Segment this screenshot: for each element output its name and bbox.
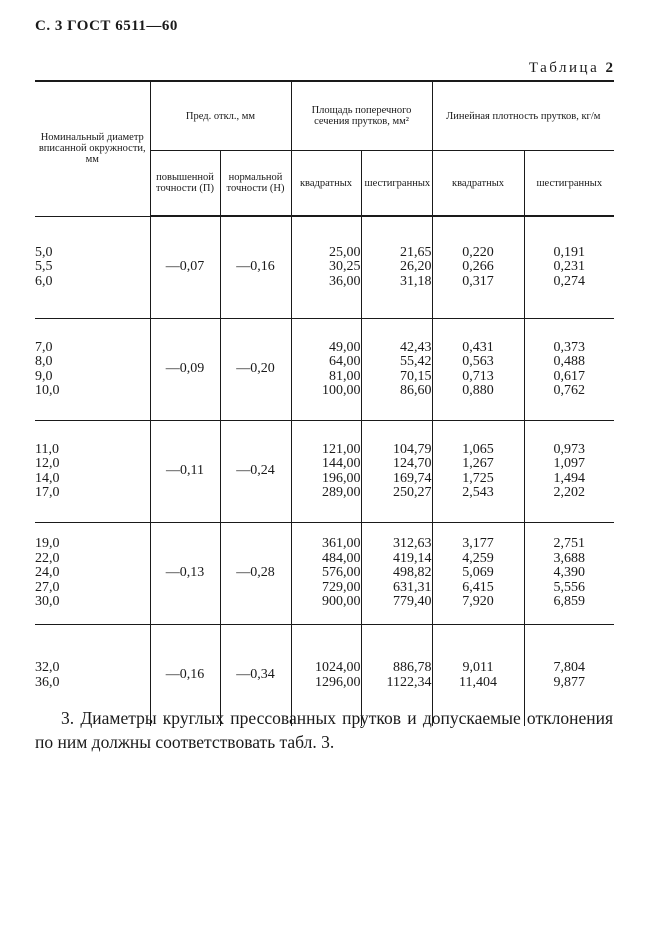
diameter-value: 11,0	[35, 441, 59, 457]
area-hex-value: 55,42	[400, 354, 432, 369]
density-square-value: 11,404	[459, 674, 497, 690]
header-area-square: квадратных	[291, 151, 361, 217]
cell-density-square	[432, 523, 524, 625]
area-square-value: 196,00	[322, 470, 361, 486]
header-dev-high: повышенной точности (П)	[150, 151, 220, 217]
density-square-value: 0,713	[462, 368, 494, 384]
area-hex-value: 86,60	[400, 383, 432, 398]
cell-density-hex	[524, 523, 614, 625]
area-square-value: 900,00	[322, 594, 361, 610]
density-square-value: 0,220	[462, 244, 494, 260]
table-row-group-2	[35, 319, 614, 421]
density-square-value: 1,267	[462, 456, 494, 471]
cell-area-square	[291, 216, 361, 319]
cell-diameters	[35, 421, 150, 523]
cell-area-hex	[361, 523, 432, 625]
table-caption	[529, 60, 613, 77]
area-hex-value: 312,63	[393, 536, 432, 552]
page-header: С. 3 ГОСТ 6511—60	[35, 18, 178, 34]
cell-area-hex	[361, 319, 432, 421]
cell-diameters	[35, 319, 150, 421]
density-hex-value: 4,390	[553, 565, 586, 581]
cell-area-hex	[361, 216, 432, 319]
density-square-value: 2,543	[462, 485, 494, 500]
cell-dev-normal: —0,20	[220, 319, 291, 421]
table-caption-number: 2	[605, 60, 613, 76]
density-hex-value: 0,762	[553, 383, 586, 398]
cell-dev-high: —0,13	[150, 523, 220, 625]
cell-area-square	[291, 421, 361, 523]
area-hex-value: 124,70	[393, 456, 432, 471]
paragraph-3	[35, 706, 613, 754]
cell-area-square	[291, 523, 361, 625]
area-hex-value: 631,31	[393, 579, 432, 595]
diameter-value: 5,5	[35, 259, 53, 274]
density-square-value: 0,266	[462, 259, 494, 275]
density-square-value: 0,431	[462, 339, 494, 355]
area-hex-value: 21,65	[400, 244, 432, 260]
area-square-value: 100,00	[322, 383, 361, 398]
diameter-value: 30,0	[35, 594, 60, 610]
cell-dev-high: —0,07	[150, 216, 220, 319]
diameter-value: 24,0	[35, 565, 60, 581]
diameter-value: 19,0	[35, 536, 60, 552]
diameter-value: 9,0	[35, 368, 53, 384]
diameter-value: 6,0	[35, 273, 53, 289]
cell-dev-normal: —0,28	[220, 523, 291, 625]
diameter-value: 32,0	[35, 660, 60, 675]
density-hex-value: 0,488	[553, 354, 586, 369]
table-body	[35, 216, 614, 726]
cell-density-square	[432, 421, 524, 523]
area-square-value: 729,00	[322, 579, 361, 595]
density-hex-value: 0,617	[553, 368, 586, 384]
table-caption-word: Таблица	[528, 60, 600, 76]
density-hex-value: 3,688	[553, 550, 586, 566]
cell-dev-normal: —0,24	[220, 421, 291, 523]
header-area-hex: шестигранных	[361, 151, 432, 217]
cell-density-square	[432, 319, 524, 421]
density-square-value: 9,011	[462, 660, 494, 675]
density-hex-value: 5,556	[553, 579, 586, 595]
paragraph-text: 3. Диаметры круглых прессованных прутков и допускаемые отклонения по ним должны соответствовать табл. 3.	[35, 708, 613, 752]
cell-dev-high: —0,09	[150, 319, 220, 421]
density-square-value: 0,880	[462, 383, 494, 398]
area-hex-value: 886,78	[393, 660, 432, 675]
density-square-value: 5,069	[462, 565, 494, 581]
area-square-value: 30,25	[329, 259, 361, 275]
header-deviation: Пред. откл., мм	[150, 81, 291, 151]
area-hex-value: 779,40	[393, 594, 432, 610]
diameter-value: 14,0	[35, 470, 60, 486]
diameter-value: 27,0	[35, 579, 60, 595]
diameter-value: 8,0	[35, 354, 53, 369]
area-hex-value: 104,79	[393, 441, 432, 457]
area-square-value: 289,00	[322, 485, 361, 500]
table-row-group-3	[35, 421, 614, 523]
density-square-value: 4,259	[462, 550, 494, 566]
cell-density-square	[432, 216, 524, 319]
density-hex-value: 0,373	[553, 339, 586, 355]
header-nominal-diameter: Номинальный диаметр вписанной окружности, мм	[35, 81, 150, 216]
cell-dev-normal: —0,16	[220, 216, 291, 319]
cell-density-hex	[524, 216, 614, 319]
diameter-value: 10,0	[35, 383, 60, 398]
diameter-value: 22,0	[35, 550, 60, 566]
diameter-value: 17,0	[35, 485, 60, 500]
table-row-group-1	[35, 216, 614, 319]
density-hex-value: 2,751	[553, 536, 586, 552]
cell-density-hex	[524, 319, 614, 421]
area-square-value: 121,00	[322, 441, 361, 457]
header-area: Площадь поперечного сечения прутков, мм²	[291, 81, 432, 151]
density-hex-value: 1,494	[553, 470, 586, 486]
area-hex-value: 419,14	[393, 550, 432, 566]
area-square-value: 49,00	[329, 339, 361, 355]
area-square-value: 81,00	[329, 368, 361, 384]
diameter-value: 5,0	[35, 244, 53, 260]
table-row-group-4	[35, 523, 614, 625]
area-square-value: 361,00	[322, 536, 361, 552]
area-square-value: 144,00	[322, 456, 361, 471]
density-hex-value: 1,097	[553, 456, 586, 471]
area-hex-value: 31,18	[400, 273, 432, 289]
density-hex-value: 7,804	[553, 660, 586, 675]
diameter-value: 12,0	[35, 456, 60, 471]
density-hex-value: 6,859	[553, 594, 586, 610]
area-square-value: 576,00	[322, 565, 361, 581]
area-square-value: 484,00	[322, 550, 361, 566]
density-hex-value: 0,274	[553, 273, 586, 289]
density-hex-value: 0,973	[553, 441, 586, 457]
header-density-square: квадратных	[432, 151, 524, 217]
area-square-value: 1296,00	[315, 674, 361, 690]
area-hex-value: 70,15	[400, 368, 432, 384]
area-square-value: 64,00	[329, 354, 361, 369]
area-hex-value: 42,43	[400, 339, 432, 355]
density-hex-value: 0,191	[553, 244, 586, 260]
density-hex-value: 9,877	[553, 674, 586, 690]
density-square-value: 1,725	[462, 470, 494, 486]
area-hex-value: 250,27	[393, 485, 432, 500]
cell-density-hex	[524, 421, 614, 523]
header-density-hex: шестигранных	[524, 151, 614, 217]
cell-dev-high: —0,16	[150, 625, 220, 727]
area-hex-value: 1122,34	[386, 674, 432, 690]
header-dev-normal: нормальной точности (Н)	[220, 151, 291, 217]
cell-diameters	[35, 216, 150, 319]
density-square-value: 6,415	[462, 579, 494, 595]
density-square-value: 3,177	[462, 536, 494, 552]
area-hex-value: 498,82	[393, 565, 432, 581]
cell-area-square	[291, 319, 361, 421]
density-square-value: 0,563	[462, 354, 494, 369]
diameter-value: 7,0	[35, 339, 53, 355]
area-square-value: 1024,00	[315, 660, 361, 675]
density-square-value: 0,317	[462, 273, 494, 289]
data-table	[35, 80, 614, 726]
density-hex-value: 2,202	[553, 485, 586, 500]
header-density: Линейная плотность прутков, кг/м	[432, 81, 614, 151]
diameter-value: 36,0	[35, 674, 60, 690]
density-square-value: 1,065	[462, 441, 494, 457]
density-hex-value: 0,231	[553, 259, 586, 275]
area-square-value: 25,00	[329, 244, 361, 260]
cell-area-hex	[361, 421, 432, 523]
area-hex-value: 169,74	[393, 470, 432, 486]
density-square-value: 7,920	[462, 594, 494, 610]
area-hex-value: 26,20	[400, 259, 432, 275]
cell-diameters	[35, 523, 150, 625]
cell-dev-high: —0,11	[150, 421, 220, 523]
area-square-value: 36,00	[329, 273, 361, 289]
cell-dev-normal: —0,34	[220, 625, 291, 727]
